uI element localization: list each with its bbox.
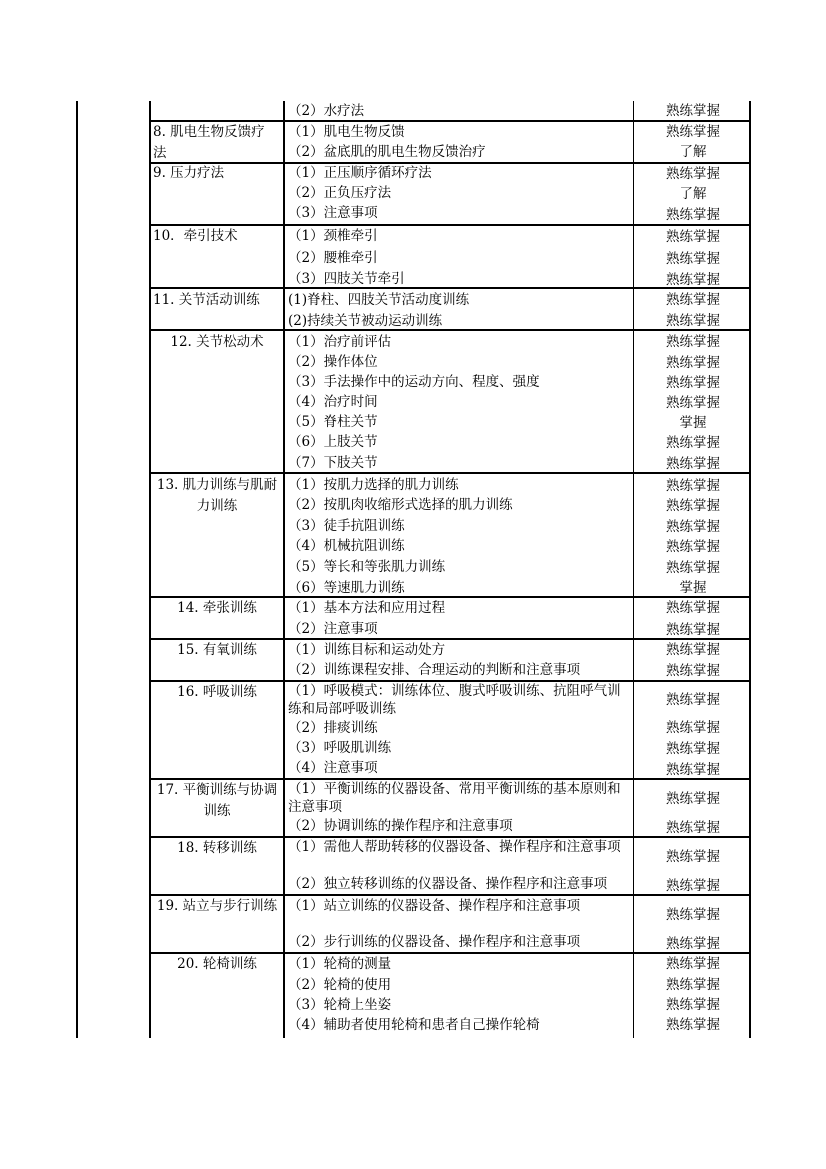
content-item: （3）手法操作中的运动方向、程度、强度 bbox=[288, 374, 540, 390]
requirement-level: 熟练掌握 bbox=[666, 820, 720, 836]
content-item: （3）注意事项 bbox=[288, 205, 378, 221]
content-item: （6）上肢关节 bbox=[288, 434, 378, 450]
content-item: （3）四肢关节牵引 bbox=[288, 271, 405, 287]
requirement-level: 熟练掌握 bbox=[666, 519, 720, 535]
requirement-level: 了解 bbox=[679, 186, 707, 202]
content-item: （4）机械抗阻训练 bbox=[288, 538, 405, 554]
requirement-level: 熟练掌握 bbox=[666, 762, 720, 778]
content-item: （1）站立训练的仪器设备、操作程序和注意事项 bbox=[288, 898, 581, 914]
requirement-level: 熟练掌握 bbox=[666, 642, 720, 658]
content-item: （2）操作体位 bbox=[288, 354, 378, 370]
requirement-level: 熟练掌握 bbox=[666, 435, 720, 451]
requirement-level: 熟练掌握 bbox=[666, 1017, 720, 1033]
requirement-level: 熟练掌握 bbox=[666, 334, 720, 350]
content-item: （1）需他人帮助转移的仪器设备、操作程序和注意事项 bbox=[288, 839, 621, 855]
requirement-level: 熟练掌握 bbox=[666, 124, 720, 140]
content-item: （2）盆底肌的肌电生物反馈治疗 bbox=[288, 144, 486, 160]
requirement-level: 熟练掌握 bbox=[666, 663, 720, 679]
content-item: （1）颈椎牵引 bbox=[288, 228, 378, 244]
topic-cell: 10．牵引技术 bbox=[153, 228, 238, 244]
requirement-level: 熟练掌握 bbox=[666, 878, 720, 894]
content-column-border bbox=[283, 101, 285, 1038]
topic-cell: 18. 转移训练 bbox=[177, 840, 257, 856]
requirement-level: 熟练掌握 bbox=[666, 692, 720, 708]
requirement-level: 熟练掌握 bbox=[666, 498, 720, 514]
requirement-level: 掌握 bbox=[679, 580, 707, 596]
requirement-level: 熟练掌握 bbox=[666, 977, 720, 993]
requirement-level: 熟练掌握 bbox=[666, 207, 720, 223]
requirement-level: 熟练掌握 bbox=[666, 849, 720, 865]
content-item: （6）等速肌力训练 bbox=[288, 580, 405, 596]
topic-cell: 13. 肌力训练与肌耐力训练 bbox=[156, 477, 278, 514]
topic-column-border bbox=[149, 101, 151, 1038]
content-item: （3）徒手抗阻训练 bbox=[288, 518, 405, 534]
content-item: (2)持续关节被动运动训练 bbox=[288, 313, 443, 329]
requirement-level: 熟练掌握 bbox=[666, 478, 720, 494]
content-item: （4）注意事项 bbox=[288, 760, 378, 776]
content-item: （1）正压顺序循环疗法 bbox=[288, 165, 432, 181]
requirement-level: 熟练掌握 bbox=[666, 456, 720, 472]
content-item: （2）按肌肉收缩形式选择的肌力训练 bbox=[288, 497, 513, 513]
requirement-level: 熟练掌握 bbox=[666, 600, 720, 616]
content-item: （1）平衡训练的仪器设备、常用平衡训练的基本原则和注意事项 bbox=[288, 781, 621, 815]
requirement-level: 熟练掌握 bbox=[666, 313, 720, 329]
topic-cell: 12. 关节松动术 bbox=[170, 334, 264, 350]
content-item: （7）下肢关节 bbox=[288, 455, 378, 471]
content-item: （2）排痰训练 bbox=[288, 720, 378, 736]
content-item: （1）按肌力选择的肌力训练 bbox=[288, 477, 459, 493]
content-item: （1）治疗前评估 bbox=[288, 334, 392, 350]
topic-cell: 14. 牵张训练 bbox=[177, 600, 257, 616]
topic-cell: 17. 平衡训练与协调训练 bbox=[156, 782, 278, 819]
requirement-level: 熟练掌握 bbox=[666, 907, 720, 923]
requirement-level: 熟练掌握 bbox=[666, 956, 720, 972]
requirement-level: 熟练掌握 bbox=[666, 741, 720, 757]
topic-cell: 8. 肌电生物反馈疗法 bbox=[153, 124, 265, 161]
topic-cell: 16. 呼吸训练 bbox=[177, 684, 257, 700]
requirement-level: 熟练掌握 bbox=[666, 375, 720, 391]
content-item: （5）脊柱关节 bbox=[288, 414, 378, 430]
topic-cell: 11. 关节活动训练 bbox=[153, 292, 260, 308]
requirement-level: 熟练掌握 bbox=[666, 791, 720, 807]
content-item: （4）治疗时间 bbox=[288, 394, 378, 410]
content-item: （1）基本方法和应用过程 bbox=[288, 600, 446, 616]
content-item: （1）肌电生物反馈 bbox=[288, 124, 405, 140]
content-item: （1）轮椅的测量 bbox=[288, 956, 392, 972]
topic-cell: 9. 压力疗法 bbox=[153, 165, 225, 181]
topic-cell: 19. 站立与步行训练 bbox=[156, 898, 278, 914]
content-item: （4）辅助者使用轮椅和患者自己操作轮椅 bbox=[288, 1017, 540, 1033]
content-item: （3）呼吸肌训练 bbox=[288, 740, 392, 756]
requirement-level: 熟练掌握 bbox=[666, 560, 720, 576]
requirement-level: 熟练掌握 bbox=[666, 272, 720, 288]
requirement-level: 熟练掌握 bbox=[666, 292, 720, 308]
content-item: （2）水疗法 bbox=[288, 103, 365, 119]
content-item: （2）步行训练的仪器设备、操作程序和注意事项 bbox=[288, 934, 581, 950]
content-item: （2）协调训练的操作程序和注意事项 bbox=[288, 818, 513, 834]
requirement-level: 熟练掌握 bbox=[666, 395, 720, 411]
content-item: （2）独立转移训练的仪器设备、操作程序和注意事项 bbox=[288, 876, 608, 892]
content-item: （2）注意事项 bbox=[288, 621, 378, 637]
content-item: （2）训练课程安排、合理运动的判断和注意事项 bbox=[288, 662, 581, 678]
topic-cell: 20. 轮椅训练 bbox=[177, 956, 257, 972]
requirement-level: 掌握 bbox=[679, 415, 707, 431]
requirement-level: 熟练掌握 bbox=[666, 622, 720, 638]
req-column-border bbox=[633, 101, 634, 1038]
requirement-level: 了解 bbox=[679, 144, 707, 160]
requirement-level: 熟练掌握 bbox=[666, 355, 720, 371]
content-item: （3）轮椅上坐姿 bbox=[288, 997, 392, 1013]
requirement-level: 熟练掌握 bbox=[666, 936, 720, 952]
requirement-level: 熟练掌握 bbox=[666, 720, 720, 736]
topic-cell: 15. 有氧训练 bbox=[177, 642, 257, 658]
requirement-level: 熟练掌握 bbox=[666, 251, 720, 267]
content-item: （5）等长和等张肌力训练 bbox=[288, 559, 446, 575]
content-item: （2）腰椎牵引 bbox=[288, 250, 378, 266]
content-item: (1)脊柱、四肢关节活动度训练 bbox=[288, 292, 470, 308]
requirement-level: 熟练掌握 bbox=[666, 539, 720, 555]
outer-left-border bbox=[76, 101, 78, 1038]
content-item: （2）轮椅的使用 bbox=[288, 977, 392, 993]
content-item: （2）正负压疗法 bbox=[288, 185, 392, 201]
requirement-level: 熟练掌握 bbox=[666, 166, 720, 182]
content-item: （1）呼吸模式：训练体位、腹式呼吸训练、抗阻呼气训练和局部呼吸训练 bbox=[288, 683, 621, 717]
requirement-level: 熟练掌握 bbox=[666, 229, 720, 245]
content-item: （1）训练目标和运动处方 bbox=[288, 642, 446, 658]
requirement-level: 熟练掌握 bbox=[666, 103, 720, 119]
requirement-level: 熟练掌握 bbox=[666, 997, 720, 1013]
